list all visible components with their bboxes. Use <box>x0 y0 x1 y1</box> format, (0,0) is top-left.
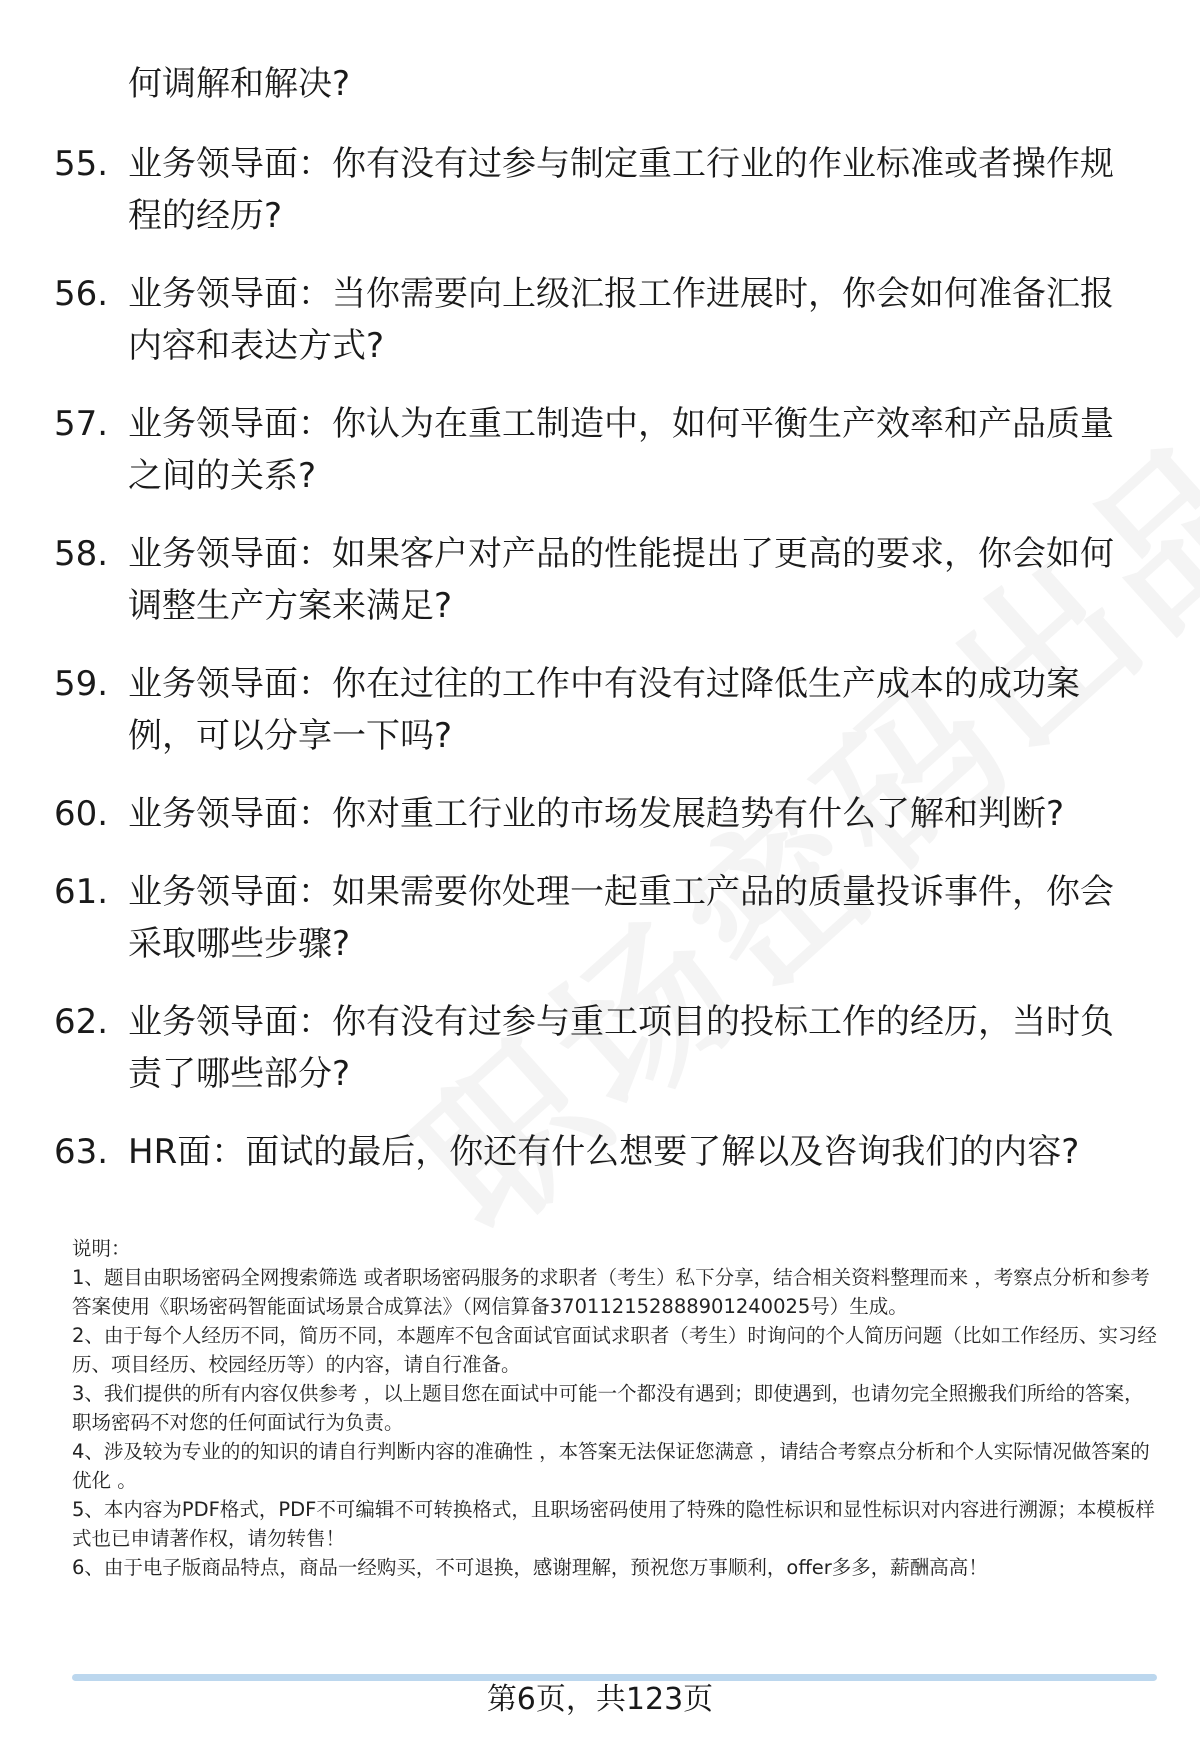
question-text: 业务领导面：你有没有过参与重工项目的投标工作的经历，当时负责了哪些部分? <box>128 1002 1114 1094</box>
note-item: 3、我们提供的所有内容仅供参考 ，以上题目您在面试中可能一个都没有遇到；即使遇到，也请勿完全照搬我们所给的答案，职场密码不对您的任何面试行为负责。 <box>72 1382 1144 1434</box>
question-number: 58. <box>54 534 109 574</box>
note-item: 6、由于电子版商品特点，商品一经购买，不可退换，感谢理解，预祝您万事顺利，offer多多，薪酬高高！ <box>72 1556 988 1579</box>
question-item <box>54 1126 1144 1178</box>
question-number: 56. <box>54 274 109 314</box>
question-item <box>54 788 1144 840</box>
note-item: 2、由于每个人经历不同，简历不同，本题库不包含面试官面试求职者（考生）时询问的个人简历问题（比如工作经历、实习经历、项目经历、校园经历等）的内容，请自行准备。 <box>72 1324 1157 1376</box>
question-number: 60. <box>54 794 109 834</box>
page-number: 第6页，共123页 <box>486 1682 714 1717</box>
question-text: 业务领导面：如果客户对产品的性能提出了更高的要求，你会如何调整生产方案来满足? <box>128 534 1114 626</box>
question-text: 业务领导面：你对重工行业的市场发展趋势有什么了解和判断? <box>128 794 1065 834</box>
question-text: 业务领导面：你认为在重工制造中，如何平衡生产效率和产品质量之间的关系? <box>128 404 1114 496</box>
question-text: 业务领导面：当你需要向上级汇报工作进展时，你会如何准备汇报内容和表达方式? <box>128 274 1114 366</box>
question-text: 业务领导面：如果需要你处理一起重工产品的质量投诉事件，你会采取哪些步骤? <box>128 872 1114 964</box>
notes-heading: 说明： <box>72 1237 131 1260</box>
note-item: 1、题目由职场密码全网搜索筛选 或者职场密码服务的求职者（考生）私下分享，结合相关资料整理而来 ，考察点分析和参考答案使用《职场密码智能面试场景合成算法》（网信算备370112152888901240025号）生成。 <box>72 1266 1150 1318</box>
note-item: 4、涉及较为专业的的知识的请自行判断内容的准确性 ，本答案无法保证您满意 ，请结合考察点分析和个人实际情况做答案的优化 。 <box>72 1440 1150 1492</box>
question-list <box>54 138 1144 1204</box>
question-text: 业务领导面：你在过往的工作中有没有过降低生产成本的成功案例，可以分享一下吗? <box>128 664 1080 756</box>
question-continuation: 何调解和解决? <box>128 64 351 104</box>
question-number: 57. <box>54 404 109 444</box>
question-item <box>54 658 1144 762</box>
notes-section <box>72 1234 1157 1582</box>
question-item <box>54 138 1144 242</box>
question-text: 业务领导面：你有没有过参与制定重工行业的作业标准或者操作规程的经历? <box>128 144 1114 236</box>
question-number: 62. <box>54 1002 109 1042</box>
note-item: 5、本内容为PDF格式，PDF不可编辑不可转换格式，且职场密码使用了特殊的隐性标识和显性标识对内容进行溯源；本模板样式也已申请著作权，请勿转售！ <box>72 1498 1155 1550</box>
question-number: 63. <box>54 1132 109 1172</box>
question-number: 59. <box>54 664 109 704</box>
question-item <box>54 866 1144 970</box>
question-item <box>54 398 1144 502</box>
question-item <box>54 528 1144 632</box>
question-number: 55. <box>54 144 109 184</box>
question-item <box>54 268 1144 372</box>
question-number: 61. <box>54 872 109 912</box>
question-text: HR面：面试的最后，你还有什么想要了解以及咨询我们的内容? <box>128 1132 1080 1172</box>
question-item <box>54 996 1144 1100</box>
